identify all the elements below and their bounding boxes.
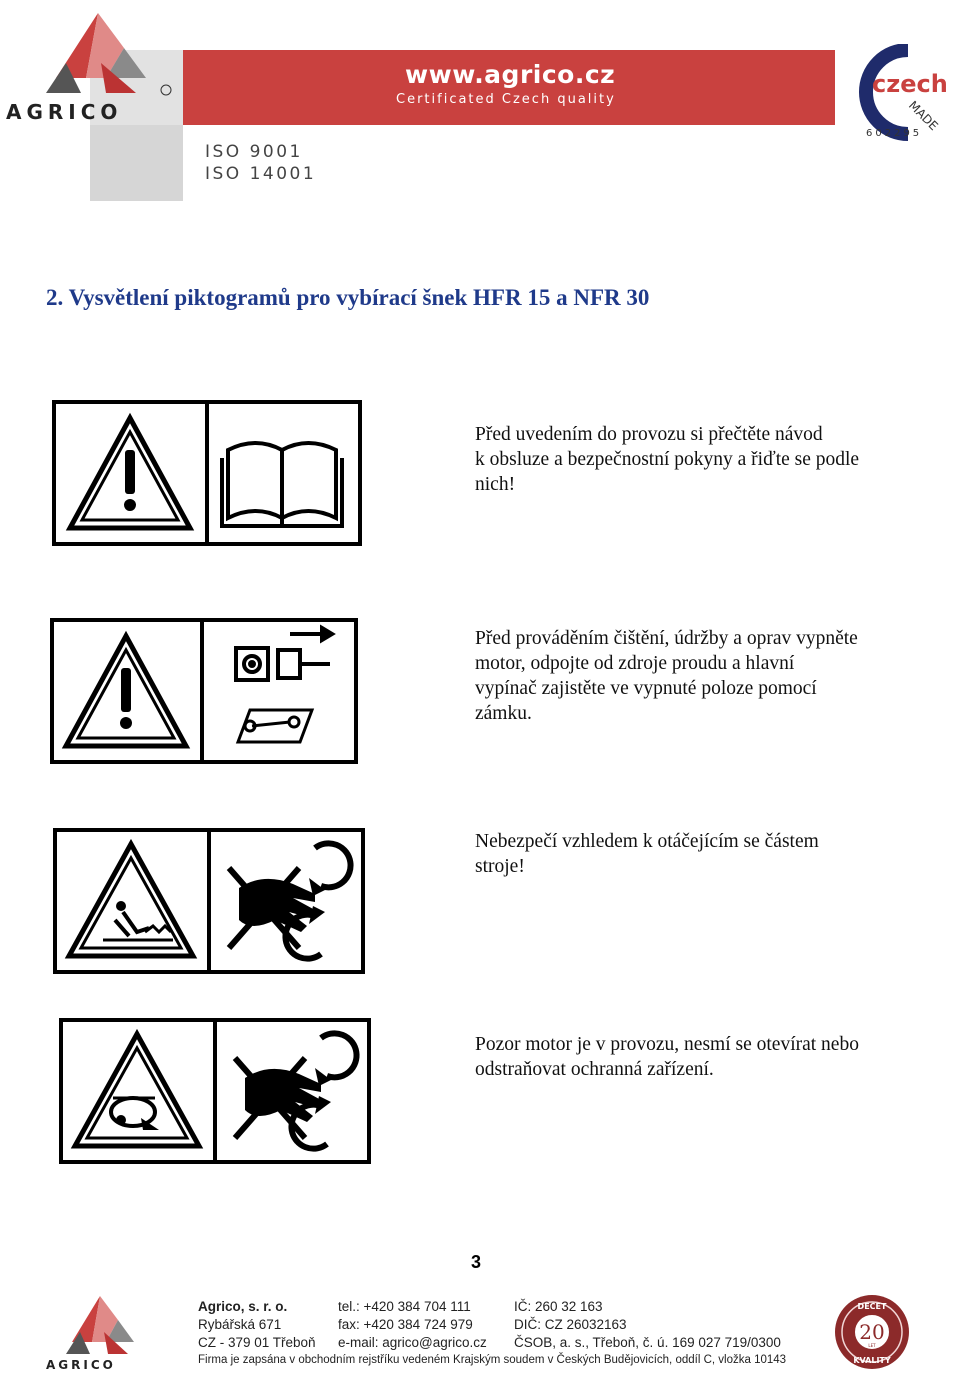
pictogram-rotating-parts <box>53 828 365 974</box>
agrico-footer-wordmark: AGRICO <box>46 1358 116 1372</box>
footer-address: Agrico, s. r. o. Rybářská 671 CZ - 379 01 Třeboň <box>198 1299 316 1350</box>
page-footer <box>0 1290 960 1377</box>
page-number: 3 <box>471 1252 482 1272</box>
pictogram-4-description: Pozor motor je v provozu, nesmí se otevírat nebo odstraňovat ochranná zařízení. <box>475 1034 859 1080</box>
header-tagline: Certificated Czech quality <box>396 92 616 107</box>
seal-top-text: DEČET <box>857 1302 887 1311</box>
pictogram-2-description: Před prováděním čištění, údržby a oprav vypněte motor, odpojte od zdroje proudu a hlavní vypínač zajistěte ve vypnuté poloze pomocí zámku. <box>475 628 858 724</box>
footer-registration: Firma je zapsána v obchodním rejstříku vedeném Krajským soudem v Českých Budějovicích, oddíl C, vložka 10143 <box>198 1354 787 1366</box>
footer-company-ids: IČ: 260 32 163 DIČ: CZ 26032163 ČSOB, a. s., Třeboň, č. ú. 169 027 719/0300 <box>514 1299 781 1350</box>
seal-let: LET <box>868 1343 876 1348</box>
pictogram-unplug-before-maintenance <box>50 618 360 764</box>
page-heading: 2. Vysvětlení piktogramů pro vybírací šnek HFR 15 a NFR 30 <box>46 285 650 310</box>
seal-number: 20 <box>859 1320 885 1344</box>
made-text: MADE <box>905 98 941 134</box>
quality-seal-icon <box>832 1292 912 1372</box>
pictogram-read-manual <box>52 400 362 546</box>
pictogram-3-description: Nebezpečí vzhledem k otáčejícím se částem stroje! <box>475 831 819 877</box>
seal-bottom-text: KVALITY <box>853 1356 891 1365</box>
pictogram-motor-running <box>59 1018 371 1164</box>
header-url: www.agrico.cz <box>405 60 616 89</box>
page-header <box>0 0 960 210</box>
header-gray-column <box>90 125 183 201</box>
iso-14001: ISO 14001 <box>205 164 317 184</box>
czech-made-number: 602295 <box>866 128 923 139</box>
iso-9001: ISO 9001 <box>205 142 303 162</box>
czech-text: czech <box>872 70 948 98</box>
agrico-wordmark: AGRICO <box>6 100 123 124</box>
pictogram-1-description: Před uvedením do provozu si přečtěte návod k obsluze a bezpečnostní pokyny a řiďte se podle nich! <box>475 424 860 495</box>
footer-contact: tel.: +420 384 704 111 fax: +420 384 724 979 e-mail: agrico@agrico.cz <box>338 1299 487 1350</box>
